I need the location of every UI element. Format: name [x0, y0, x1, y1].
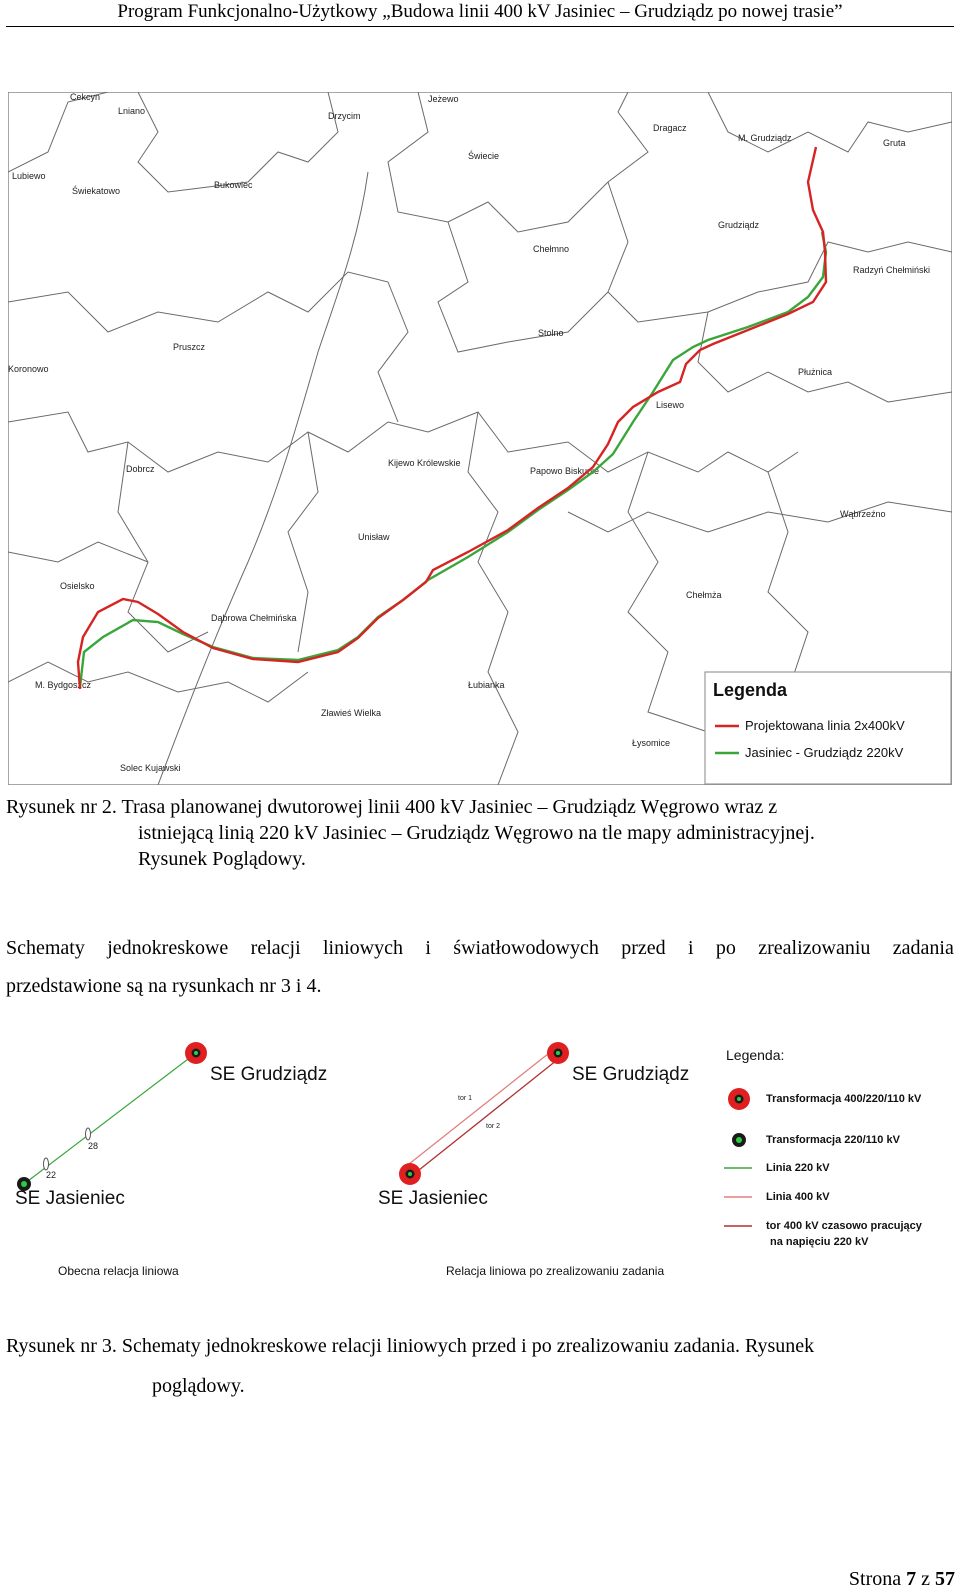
word: i [425, 937, 431, 959]
map-label: Pruszcz [173, 342, 206, 352]
administrative-map [8, 92, 952, 785]
figure-2-caption-line1: Rysunek nr 2. Trasa planowanej dwutorowej linii 400 kV Jasiniec – Grudziądz Węgrowo wraz z [6, 796, 778, 818]
map-label: Łubianka [468, 680, 505, 690]
word: przed [621, 937, 666, 959]
map-label: Papowo Biskupie [530, 466, 600, 476]
map-label: M. Grudziądz [738, 133, 792, 143]
line-400kv [409, 1046, 558, 1164]
word: i [687, 937, 694, 959]
map-label: Lisewo [656, 400, 685, 410]
document-header: Program Funkcjonalno-Użytkowy „Budowa linii 400 kV Jasiniec – Grudziądz po nowej trasie” [117, 1, 843, 22]
figure-3-caption-line1: Rysunek nr 3. Schematy jednokreskowe relacji liniowych przed i po zrealizowaniu zadania. Rysunek [6, 1335, 815, 1357]
map-label: Unisław [358, 532, 390, 542]
map-legend-title: Legenda [713, 680, 788, 700]
schema-legend-title: Legenda: [726, 1047, 785, 1063]
tower-icon [86, 1128, 91, 1140]
map-label: Koronowo [8, 364, 49, 374]
word: zadania [892, 937, 954, 959]
figure-2-caption-line3: Rysunek Poglądowy. [138, 848, 306, 870]
map-label: M. Bydgoszcz [35, 680, 92, 690]
station-label-grudziadz: SE Grudziądz [210, 1064, 328, 1085]
map-label: Świekatowo [72, 186, 121, 196]
schema-legend-item: Linia 400 kV [766, 1191, 830, 1203]
map-label: Łysomice [632, 738, 671, 748]
station-label-jasieniec: SE Jasieniec [378, 1188, 488, 1209]
word: Schematy [6, 937, 85, 959]
map-label: Jeżewo [428, 94, 459, 104]
map-label: Gruta [883, 138, 906, 148]
tower-icon [44, 1158, 49, 1170]
schema-legend-item: Transformacja 220/110 kV [766, 1134, 900, 1146]
station-label-grudziadz: SE Grudziądz [572, 1064, 690, 1085]
word: liniowych [323, 937, 403, 959]
body-paragraph [6, 935, 954, 999]
current-page: 7 [906, 1568, 917, 1590]
map-label: Dąbrowa Chełmińska [211, 613, 297, 623]
track-label: tor 1 [458, 1095, 473, 1102]
word: po [715, 937, 736, 959]
map-label: Chełmno [533, 244, 570, 254]
map-label: Chełmża [686, 590, 722, 600]
schema-caption-current: Obecna relacja liniowa [58, 1264, 179, 1278]
schema-legend-item: Linia 220 kV [766, 1162, 830, 1174]
word: światłowodowych [453, 937, 599, 959]
map-label: Kijewo Królewskie [388, 458, 461, 468]
map-label: Lniano [118, 106, 146, 116]
map-label: Grudziądz [718, 220, 760, 230]
map-label: Osielsko [60, 581, 95, 591]
page-prefix: Strona [848, 1568, 907, 1590]
map-label: Cekcyn [70, 92, 101, 102]
word: relacji [250, 937, 301, 959]
schema-legend-item: na napięciu 220 kV [770, 1236, 869, 1248]
map-label: Radzyń Chełmiński [853, 265, 931, 275]
map-legend [705, 672, 951, 784]
map-legend-item: Jasiniec - Grudziądz 220kV [745, 745, 904, 760]
schema-current [15, 1042, 327, 1278]
paragraph-line2: przedstawione są na rysunkach nr 3 i 4. [6, 975, 322, 997]
page-separator: z [916, 1568, 935, 1590]
schema-legend-item: tor 400 kV czasowo pracujący [766, 1220, 922, 1232]
map-label: Dragacz [653, 123, 687, 133]
map-label: Drzycim [328, 111, 361, 121]
tower-number: 28 [88, 1141, 99, 1151]
map-legend-item: Projektowana linia 2x400kV [745, 718, 905, 733]
map-label: Bukowiec [214, 180, 253, 190]
map-label: Płużnica [798, 367, 833, 377]
station-label-jasieniec: SE Jasieniec [15, 1188, 125, 1209]
schema-after [378, 1042, 689, 1278]
single-line-schematic [0, 1040, 960, 1310]
tower-number: 22 [46, 1170, 57, 1180]
word: jednokreskowe [107, 937, 229, 959]
map-label: Stolno [538, 328, 564, 338]
line-400kv-temp-220 [414, 1060, 557, 1174]
schema-legend-item: Transformacja 400/220/110 kV [766, 1093, 922, 1105]
map-label: Zławieś Wielka [321, 708, 382, 718]
map-label: Wąbrzeźno [840, 509, 886, 519]
track-label: tor 2 [486, 1123, 501, 1130]
schema-legend [724, 1047, 923, 1248]
total-pages: 57 [935, 1568, 955, 1590]
schema-caption-after: Relacja liniowa po zrealizowaniu zadania [446, 1264, 665, 1278]
figure-2-caption-line2: istniejącą linią 220 kV Jasiniec – Grudziądz Węgrowo na tle mapy administracyjnej. [138, 822, 815, 844]
page-number [849, 1567, 955, 1591]
word: zrealizowaniu [758, 937, 871, 959]
line-220kv [24, 1053, 196, 1184]
map-label: Dobrcz [126, 464, 155, 474]
header-divider [6, 26, 954, 27]
paragraph-line1 [6, 935, 954, 961]
map-label: Lubiewo [12, 171, 46, 181]
map-label: Solec Kujawski [120, 763, 181, 773]
map-label: Świecie [468, 151, 500, 161]
figure-3-caption-line2: poglądowy. [152, 1375, 245, 1397]
